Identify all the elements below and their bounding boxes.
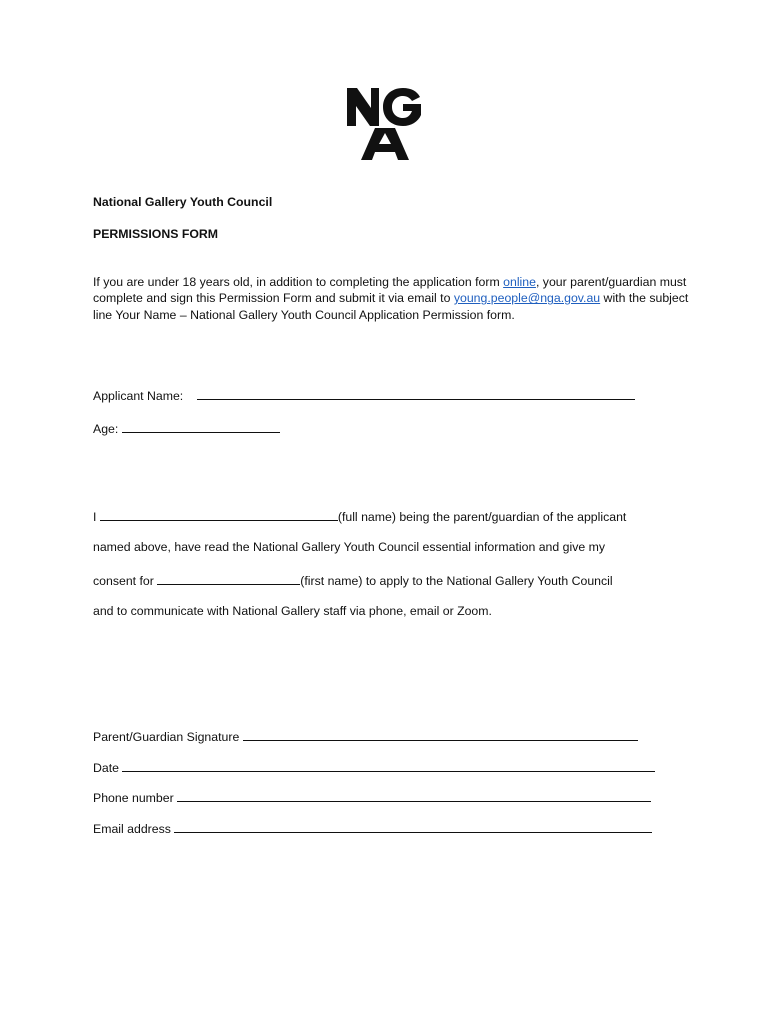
consent-line3-end: (first name) to apply to the National Gallery Youth Council	[300, 574, 613, 588]
online-link[interactable]: online	[503, 275, 536, 289]
consent-line1-end: (full name) being the parent/guardian of the applicant	[337, 510, 627, 524]
phone-label: Phone number	[93, 791, 178, 805]
applicant-name-row	[93, 387, 635, 403]
parent-full-name-field[interactable]	[100, 508, 338, 521]
email-field[interactable]	[174, 820, 652, 833]
consent-line3-start: consent for	[93, 574, 158, 588]
form-title: PERMISSIONS FORM	[93, 227, 219, 241]
email-row	[93, 820, 652, 836]
date-label: Date	[93, 761, 123, 775]
applicant-name-label: Applicant Name:	[93, 389, 184, 403]
consent-line-4: and to communicate with National Gallery staff via phone, email or Zoom.	[93, 604, 492, 618]
email-link[interactable]: young.people@nga.gov.au	[453, 291, 601, 306]
email-label: Email address	[93, 822, 175, 836]
applicant-first-name-field[interactable]	[157, 572, 300, 585]
phone-row	[93, 789, 651, 805]
intro-text-3: with the subject line Your Name – National Gallery Youth Council Application Permission form.	[93, 291, 689, 322]
org-title: National Gallery Youth Council	[93, 195, 273, 209]
consent-line-3	[93, 572, 613, 588]
signature-row	[93, 728, 638, 744]
intro-text-2: , your parent/guardian must complete and sign this Permission Form and submit it via email to	[93, 275, 687, 306]
intro-paragraph	[93, 274, 693, 323]
nga-logo	[345, 86, 425, 162]
intro-text-1: If you are under 18 years old, in addition to completing the application form	[93, 275, 504, 289]
consent-line1-start: I	[93, 510, 100, 524]
age-field[interactable]	[122, 420, 280, 433]
signature-field[interactable]	[243, 728, 638, 741]
age-label: Age:	[93, 422, 119, 436]
age-row	[93, 420, 280, 436]
phone-field[interactable]	[177, 789, 651, 802]
applicant-name-field[interactable]	[197, 387, 635, 400]
date-row	[93, 759, 655, 775]
signature-label: Parent/Guardian Signature	[93, 730, 243, 744]
consent-line-1	[93, 508, 626, 524]
consent-line-2: named above, have read the National Gallery Youth Council essential information and give my	[93, 540, 605, 554]
date-field[interactable]	[122, 759, 655, 772]
